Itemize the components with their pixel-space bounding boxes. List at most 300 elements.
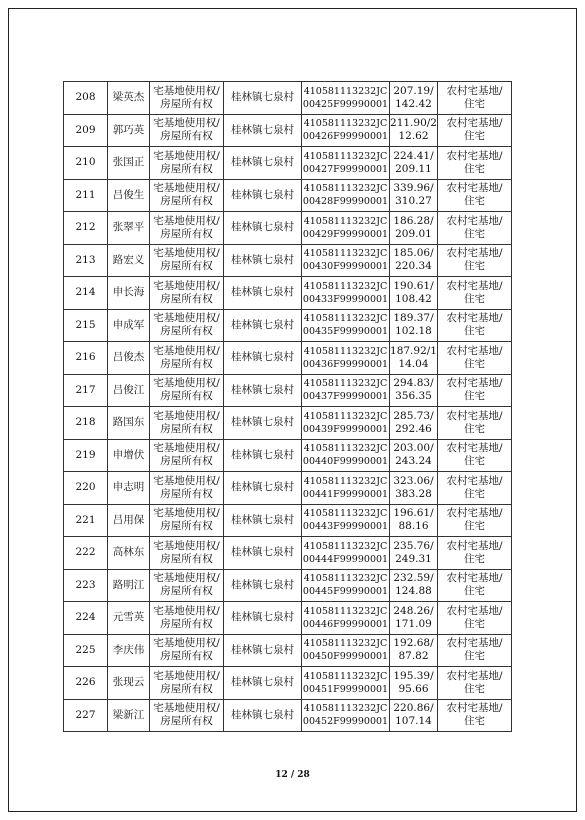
- area-value-line: 192.68/: [393, 637, 434, 650]
- location: 桂林镇七泉村: [224, 277, 302, 310]
- area-value: [390, 277, 438, 310]
- owner-name: 梁新江: [108, 699, 150, 732]
- right-type: [150, 602, 224, 635]
- land-use-line: 住宅: [464, 682, 485, 695]
- location: 桂林镇七泉村: [224, 667, 302, 700]
- table-row: [64, 114, 512, 147]
- location: 桂林镇七泉村: [224, 309, 302, 342]
- unit-code-line: 00426F99990001: [302, 131, 389, 143]
- unit-code-line: 410581113232JC: [303, 670, 388, 682]
- right-type: [150, 179, 224, 212]
- area-value-line: 190.61/: [393, 279, 434, 292]
- land-use: [438, 472, 512, 505]
- area-value-line: 207.19/: [393, 84, 434, 97]
- land-use-line: 住宅: [464, 520, 485, 533]
- page-number: 12 / 28: [275, 770, 310, 780]
- area-value-line: 142.42: [395, 97, 432, 110]
- area-value-line: 224.41/: [393, 149, 434, 162]
- right-type-line: 房屋所有权: [160, 292, 213, 305]
- unit-code-line: 410581113232JC: [303, 378, 388, 390]
- right-type: [150, 342, 224, 375]
- right-type-line: 房屋所有权: [160, 455, 213, 468]
- land-use-line: 住宅: [464, 357, 485, 370]
- land-use-line: 农村宅基地/: [446, 214, 503, 227]
- area-value-line: 12.62: [398, 130, 429, 143]
- location: 桂林镇七泉村: [224, 569, 302, 602]
- unit-code-line: 410581113232JC: [303, 703, 388, 715]
- owner-name: 李庆伟: [108, 634, 150, 667]
- land-use-line: 农村宅基地/: [446, 702, 503, 715]
- right-type-line: 宅基地使用权/: [153, 409, 220, 422]
- area-value-line: 356.35: [395, 390, 432, 403]
- right-type-line: 宅基地使用权/: [153, 117, 220, 130]
- land-use-line: 住宅: [464, 487, 485, 500]
- area-value: [390, 602, 438, 635]
- area-value-line: 187.92/1: [390, 344, 437, 357]
- right-type-line: 宅基地使用权/: [153, 507, 220, 520]
- unit-code-line: 00450F99990001: [302, 651, 389, 663]
- table-row: [64, 569, 512, 602]
- right-type-line: 宅基地使用权/: [153, 702, 220, 715]
- right-type-line: 房屋所有权: [160, 422, 213, 435]
- area-value: [390, 147, 438, 180]
- area-value-line: 171.09: [395, 617, 432, 630]
- location: 桂林镇七泉村: [224, 212, 302, 245]
- area-value-line: 235.76/: [393, 539, 434, 552]
- land-use-line: 农村宅基地/: [446, 507, 503, 520]
- unit-code-line: 410581113232JC: [303, 85, 388, 97]
- unit-code-line: 00429F99990001: [302, 228, 389, 240]
- owner-name: 路国东: [108, 407, 150, 440]
- right-type-line: 房屋所有权: [160, 650, 213, 663]
- land-use: [438, 537, 512, 570]
- area-value: [390, 439, 438, 472]
- right-type: [150, 244, 224, 277]
- unit-code: [302, 212, 390, 245]
- right-type-line: 房屋所有权: [160, 487, 213, 500]
- land-use-line: 农村宅基地/: [446, 442, 503, 455]
- area-value-line: 186.28/: [393, 214, 434, 227]
- unit-code: [302, 602, 390, 635]
- unit-code-line: 00446F99990001: [302, 618, 389, 630]
- area-value-line: 211.90/2: [390, 117, 437, 130]
- land-use: [438, 439, 512, 472]
- land-use-line: 住宅: [464, 97, 485, 110]
- area-value-line: 107.14: [395, 715, 432, 728]
- right-type: [150, 504, 224, 537]
- unit-code-line: 00445F99990001: [302, 586, 389, 598]
- location: 桂林镇七泉村: [224, 472, 302, 505]
- owner-name: 元雪英: [108, 602, 150, 635]
- land-use: [438, 212, 512, 245]
- owner-name: 张翠平: [108, 212, 150, 245]
- record-number: 220: [64, 472, 108, 505]
- land-use: [438, 309, 512, 342]
- land-use-line: 农村宅基地/: [446, 377, 503, 390]
- land-use: [438, 504, 512, 537]
- right-type: [150, 374, 224, 407]
- land-use: [438, 374, 512, 407]
- right-type-line: 房屋所有权: [160, 97, 213, 110]
- unit-code: [302, 244, 390, 277]
- right-type-line: 宅基地使用权/: [153, 539, 220, 552]
- area-value-line: 323.06/: [393, 474, 434, 487]
- land-use-line: 农村宅基地/: [446, 117, 503, 130]
- table-row: [64, 407, 512, 440]
- unit-code-line: 00437F99990001: [302, 391, 389, 403]
- land-use-line: 住宅: [464, 552, 485, 565]
- location: 桂林镇七泉村: [224, 179, 302, 212]
- land-use-line: 住宅: [464, 422, 485, 435]
- unit-code-line: 410581113232JC: [303, 475, 388, 487]
- land-use: [438, 147, 512, 180]
- owner-name: 吕用保: [108, 504, 150, 537]
- owner-name: 申志明: [108, 472, 150, 505]
- area-value-line: 108.42: [395, 292, 432, 305]
- area-value: [390, 667, 438, 700]
- record-number: 214: [64, 277, 108, 310]
- right-type-line: 房屋所有权: [160, 130, 213, 143]
- land-use-line: 住宅: [464, 260, 485, 273]
- owner-name: 路明江: [108, 569, 150, 602]
- unit-code: [302, 634, 390, 667]
- unit-code-line: 00451F99990001: [302, 683, 389, 695]
- unit-code-line: 410581113232JC: [303, 215, 388, 227]
- unit-code-line: 410581113232JC: [303, 443, 388, 455]
- land-use: [438, 569, 512, 602]
- unit-code: [302, 407, 390, 440]
- table-row: [64, 602, 512, 635]
- right-type-line: 宅基地使用权/: [153, 182, 220, 195]
- area-value-line: 232.59/: [393, 572, 434, 585]
- record-number: 217: [64, 374, 108, 407]
- unit-code-line: 410581113232JC: [303, 313, 388, 325]
- area-value: [390, 569, 438, 602]
- land-use: [438, 699, 512, 732]
- land-use-line: 住宅: [464, 390, 485, 403]
- owner-name: 高林东: [108, 537, 150, 570]
- owner-name: 吕俊杰: [108, 342, 150, 375]
- record-number: 225: [64, 634, 108, 667]
- location: 桂林镇七泉村: [224, 537, 302, 570]
- right-type-line: 房屋所有权: [160, 682, 213, 695]
- land-use-line: 农村宅基地/: [446, 279, 503, 292]
- right-type-line: 房屋所有权: [160, 520, 213, 533]
- record-number: 210: [64, 147, 108, 180]
- right-type-line: 宅基地使用权/: [153, 149, 220, 162]
- unit-code-line: 00435F99990001: [302, 326, 389, 338]
- unit-code-line: 410581113232JC: [303, 508, 388, 520]
- land-use-line: 农村宅基地/: [446, 182, 503, 195]
- land-use-line: 农村宅基地/: [446, 572, 503, 585]
- owner-name: 申增伏: [108, 439, 150, 472]
- owner-name: 张国正: [108, 147, 150, 180]
- land-use-line: 农村宅基地/: [446, 149, 503, 162]
- unit-code: [302, 374, 390, 407]
- table-row: [64, 147, 512, 180]
- area-value-line: 124.88: [395, 585, 432, 598]
- location: 桂林镇七泉村: [224, 504, 302, 537]
- unit-code-line: 00440F99990001: [302, 456, 389, 468]
- right-type: [150, 147, 224, 180]
- right-type-line: 宅基地使用权/: [153, 637, 220, 650]
- unit-code-line: 00444F99990001: [302, 553, 389, 565]
- area-value-line: 220.86/: [393, 702, 434, 715]
- right-type-line: 宅基地使用权/: [153, 474, 220, 487]
- table-row: [64, 244, 512, 277]
- area-value-line: 249.31: [395, 552, 432, 565]
- land-use-line: 住宅: [464, 585, 485, 598]
- area-value: [390, 82, 438, 115]
- right-type-line: 宅基地使用权/: [153, 604, 220, 617]
- right-type: [150, 537, 224, 570]
- area-value-line: 95.66: [398, 682, 429, 695]
- owner-name: 郭巧英: [108, 114, 150, 147]
- land-use: [438, 277, 512, 310]
- right-type: [150, 634, 224, 667]
- record-number: 215: [64, 309, 108, 342]
- location: 桂林镇七泉村: [224, 82, 302, 115]
- unit-code: [302, 569, 390, 602]
- area-value-line: 285.73/: [393, 409, 434, 422]
- record-number: 211: [64, 179, 108, 212]
- location: 桂林镇七泉村: [224, 374, 302, 407]
- unit-code-line: 00436F99990001: [302, 358, 389, 370]
- area-value: [390, 634, 438, 667]
- record-number: 209: [64, 114, 108, 147]
- land-use-line: 住宅: [464, 325, 485, 338]
- owner-name: 梁英杰: [108, 82, 150, 115]
- right-type-line: 宅基地使用权/: [153, 247, 220, 260]
- table-row: [64, 504, 512, 537]
- record-number: 227: [64, 699, 108, 732]
- land-use-line: 住宅: [464, 227, 485, 240]
- unit-code: [302, 439, 390, 472]
- area-value-line: 383.28: [395, 487, 432, 500]
- unit-code: [302, 504, 390, 537]
- land-use-line: 农村宅基地/: [446, 637, 503, 650]
- unit-code: [302, 472, 390, 505]
- land-use-line: 住宅: [464, 162, 485, 175]
- area-value-line: 209.01: [395, 227, 432, 240]
- land-use: [438, 667, 512, 700]
- right-type-line: 房屋所有权: [160, 715, 213, 728]
- area-value: [390, 537, 438, 570]
- unit-code: [302, 82, 390, 115]
- owner-name: 申长海: [108, 277, 150, 310]
- area-value-line: 195.39/: [393, 669, 434, 682]
- area-value: [390, 212, 438, 245]
- right-type: [150, 699, 224, 732]
- table-row: [64, 179, 512, 212]
- table-row: [64, 699, 512, 732]
- area-value: [390, 374, 438, 407]
- right-type: [150, 439, 224, 472]
- right-type: [150, 82, 224, 115]
- right-type: [150, 569, 224, 602]
- location: 桂林镇七泉村: [224, 439, 302, 472]
- unit-code-line: 00452F99990001: [302, 716, 389, 728]
- unit-code-line: 410581113232JC: [303, 183, 388, 195]
- unit-code-line: 410581113232JC: [303, 605, 388, 617]
- table-row: [64, 667, 512, 700]
- land-use: [438, 114, 512, 147]
- table-row: [64, 212, 512, 245]
- right-type: [150, 212, 224, 245]
- unit-code: [302, 277, 390, 310]
- table-row: [64, 374, 512, 407]
- right-type-line: 房屋所有权: [160, 162, 213, 175]
- area-value-line: 14.04: [398, 357, 429, 370]
- right-type-line: 宅基地使用权/: [153, 442, 220, 455]
- land-use-line: 农村宅基地/: [446, 84, 503, 97]
- area-value: [390, 504, 438, 537]
- right-type-line: 房屋所有权: [160, 227, 213, 240]
- right-type-line: 房屋所有权: [160, 617, 213, 630]
- record-number: 208: [64, 82, 108, 115]
- area-value-line: 185.06/: [393, 247, 434, 260]
- land-use: [438, 244, 512, 277]
- table-row: [64, 439, 512, 472]
- area-value: [390, 342, 438, 375]
- area-value-line: 294.83/: [393, 377, 434, 390]
- area-value-line: 220.34: [395, 260, 432, 273]
- right-type-line: 宅基地使用权/: [153, 344, 220, 357]
- land-use-line: 农村宅基地/: [446, 669, 503, 682]
- land-use-line: 住宅: [464, 130, 485, 143]
- unit-code-line: 410581113232JC: [303, 638, 388, 650]
- unit-code-line: 410581113232JC: [303, 248, 388, 260]
- location: 桂林镇七泉村: [224, 342, 302, 375]
- record-number: 226: [64, 667, 108, 700]
- unit-code-line: 00439F99990001: [302, 423, 389, 435]
- unit-code: [302, 342, 390, 375]
- right-type-line: 宅基地使用权/: [153, 84, 220, 97]
- location: 桂林镇七泉村: [224, 114, 302, 147]
- land-use-line: 住宅: [464, 195, 485, 208]
- land-use-line: 住宅: [464, 715, 485, 728]
- record-number: 212: [64, 212, 108, 245]
- area-value-line: 203.00/: [393, 442, 434, 455]
- right-type-line: 宅基地使用权/: [153, 279, 220, 292]
- unit-code-line: 00443F99990001: [302, 521, 389, 533]
- unit-code: [302, 179, 390, 212]
- land-use-line: 住宅: [464, 617, 485, 630]
- land-use-line: 农村宅基地/: [446, 409, 503, 422]
- right-type: [150, 309, 224, 342]
- land-use: [438, 602, 512, 635]
- record-number: 219: [64, 439, 108, 472]
- right-type-line: 房屋所有权: [160, 260, 213, 273]
- records-body: [64, 82, 512, 732]
- location: 桂林镇七泉村: [224, 602, 302, 635]
- record-number: 224: [64, 602, 108, 635]
- area-value: [390, 407, 438, 440]
- location: 桂林镇七泉村: [224, 407, 302, 440]
- owner-name: 申成军: [108, 309, 150, 342]
- right-type-line: 房屋所有权: [160, 585, 213, 598]
- table-row: [64, 309, 512, 342]
- right-type-line: 宅基地使用权/: [153, 214, 220, 227]
- land-use-line: 农村宅基地/: [446, 344, 503, 357]
- area-value-line: 196.61/: [393, 507, 434, 520]
- land-use-line: 住宅: [464, 650, 485, 663]
- right-type-line: 宅基地使用权/: [153, 669, 220, 682]
- record-number: 222: [64, 537, 108, 570]
- area-value-line: 292.46: [395, 422, 432, 435]
- area-value: [390, 244, 438, 277]
- area-value: [390, 472, 438, 505]
- area-value-line: 310.27: [395, 195, 432, 208]
- unit-code: [302, 309, 390, 342]
- area-value-line: 88.16: [398, 520, 429, 533]
- owner-name: 吕俊生: [108, 179, 150, 212]
- right-type-line: 宅基地使用权/: [153, 572, 220, 585]
- record-number: 218: [64, 407, 108, 440]
- right-type-line: 房屋所有权: [160, 195, 213, 208]
- area-value-line: 87.82: [398, 650, 429, 663]
- right-type: [150, 667, 224, 700]
- location: 桂林镇七泉村: [224, 699, 302, 732]
- right-type: [150, 472, 224, 505]
- unit-code-line: 00427F99990001: [302, 163, 389, 175]
- right-type-line: 房屋所有权: [160, 325, 213, 338]
- area-value: [390, 114, 438, 147]
- area-value-line: 243.24: [395, 455, 432, 468]
- unit-code-line: 410581113232JC: [303, 150, 388, 162]
- unit-code-line: 00433F99990001: [302, 293, 389, 305]
- unit-code: [302, 537, 390, 570]
- unit-code: [302, 147, 390, 180]
- unit-code-line: 410581113232JC: [303, 573, 388, 585]
- land-use-line: 住宅: [464, 455, 485, 468]
- unit-code-line: 00428F99990001: [302, 196, 389, 208]
- table-row: [64, 634, 512, 667]
- owner-name: 吕俊江: [108, 374, 150, 407]
- unit-code-line: 410581113232JC: [303, 118, 388, 130]
- unit-code-line: 410581113232JC: [303, 345, 388, 357]
- unit-code-line: 00441F99990001: [302, 488, 389, 500]
- owner-name: 路宏义: [108, 244, 150, 277]
- unit-code-line: 410581113232JC: [303, 540, 388, 552]
- right-type: [150, 114, 224, 147]
- location: 桂林镇七泉村: [224, 634, 302, 667]
- unit-code: [302, 114, 390, 147]
- unit-code: [302, 667, 390, 700]
- unit-code: [302, 699, 390, 732]
- right-type-line: 宅基地使用权/: [153, 377, 220, 390]
- record-number: 213: [64, 244, 108, 277]
- right-type-line: 房屋所有权: [160, 357, 213, 370]
- area-value-line: 248.26/: [393, 604, 434, 617]
- unit-code-line: 00430F99990001: [302, 261, 389, 273]
- area-value-line: 209.11: [395, 162, 432, 175]
- land-use: [438, 634, 512, 667]
- unit-code-line: 410581113232JC: [303, 410, 388, 422]
- land-use-line: 农村宅基地/: [446, 247, 503, 260]
- right-type-line: 房屋所有权: [160, 552, 213, 565]
- land-use: [438, 407, 512, 440]
- right-type-line: 宅基地使用权/: [153, 312, 220, 325]
- land-use: [438, 179, 512, 212]
- land-use-line: 农村宅基地/: [446, 312, 503, 325]
- land-use: [438, 82, 512, 115]
- unit-code-line: 00425F99990001: [302, 98, 389, 110]
- record-number: 223: [64, 569, 108, 602]
- right-type-line: 房屋所有权: [160, 390, 213, 403]
- land-use: [438, 342, 512, 375]
- location: 桂林镇七泉村: [224, 244, 302, 277]
